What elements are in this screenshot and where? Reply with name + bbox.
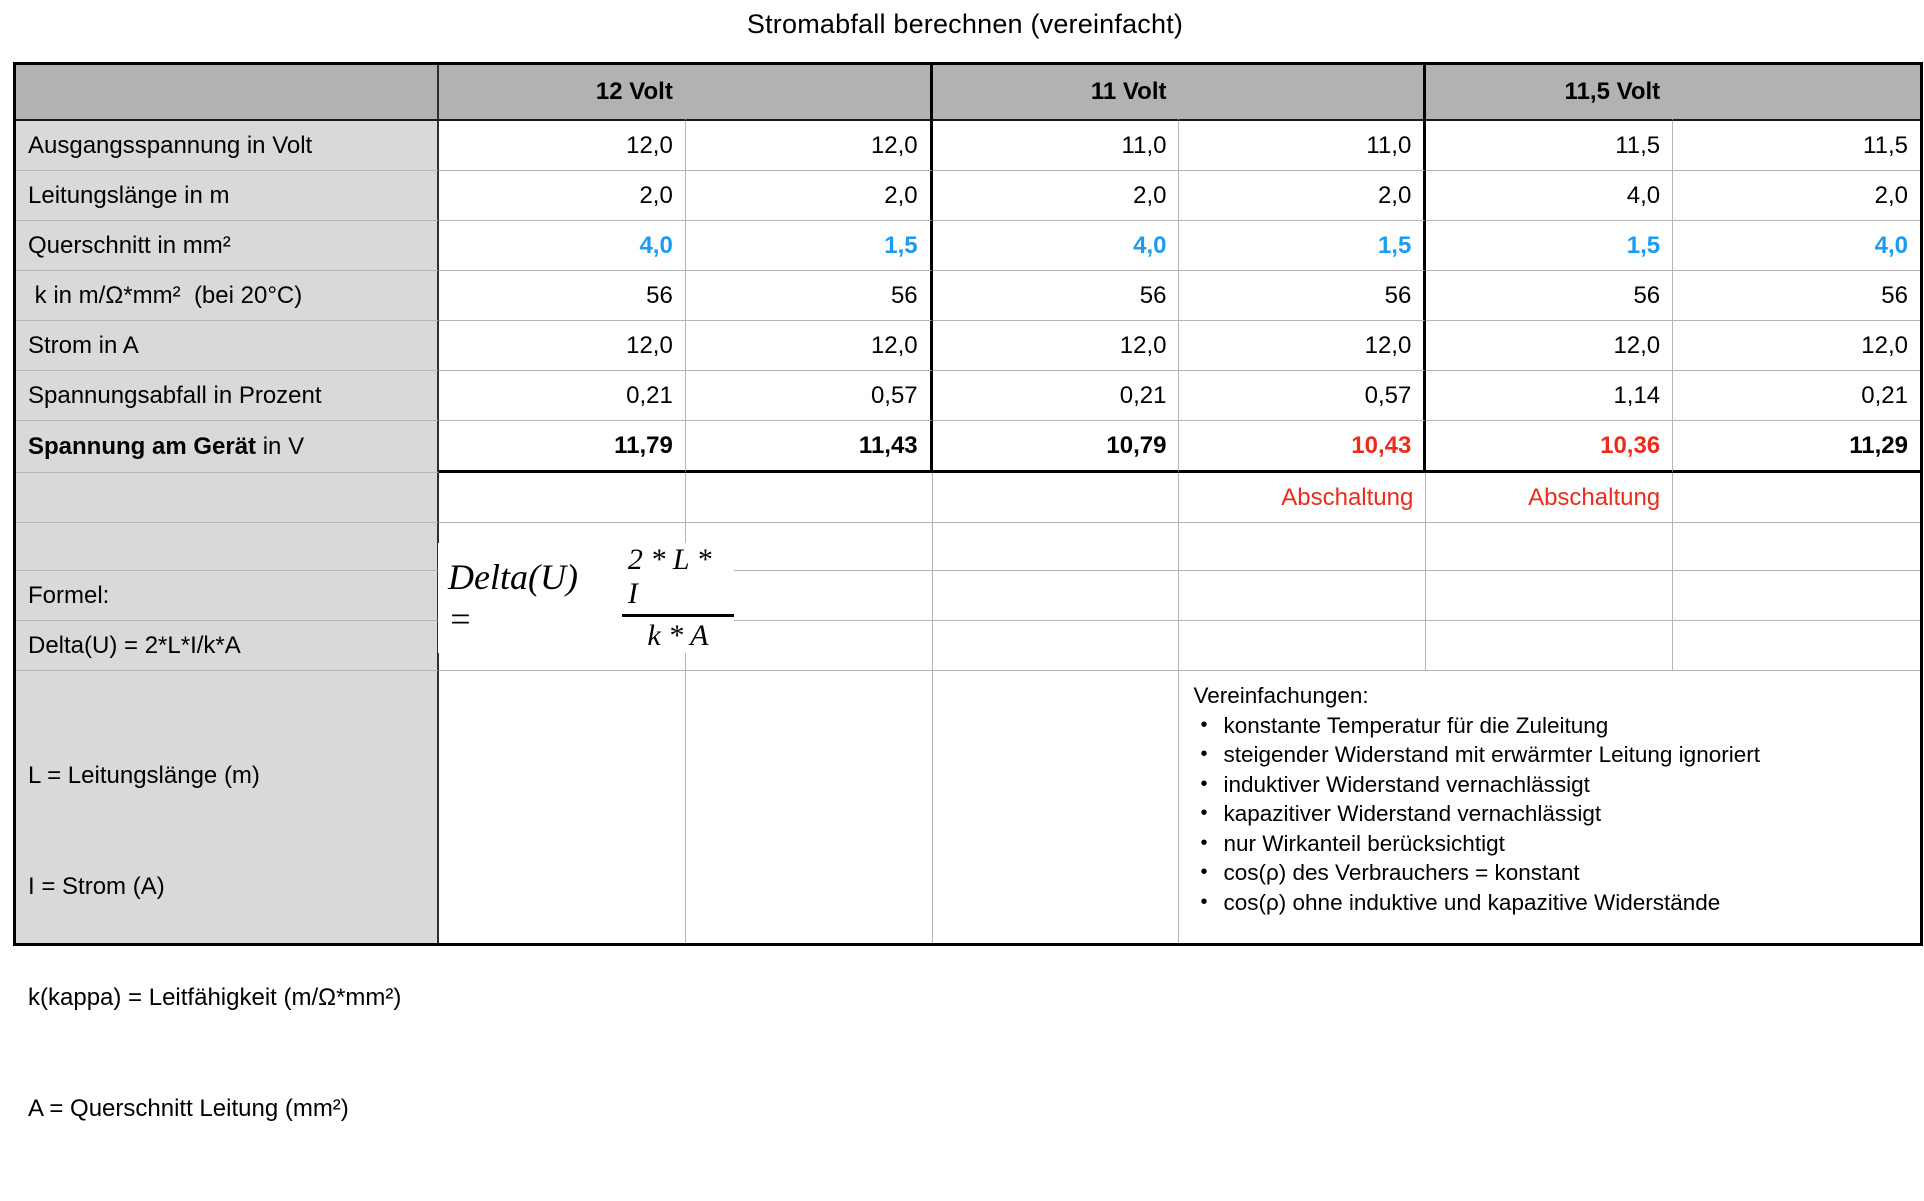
- empty-cell: [1179, 523, 1426, 571]
- value-cell: 0,57: [686, 371, 933, 421]
- row-label-kappa: k in m/Ω*mm² (bei 20°C): [16, 271, 439, 321]
- group-header-spacer: [686, 65, 933, 121]
- group-header-11-5v: 11,5 Volt: [1426, 65, 1673, 121]
- value-cell: 2,0: [1673, 171, 1920, 221]
- value-cell: 11,0: [1179, 121, 1426, 171]
- value-cell: 0,21: [1673, 371, 1920, 421]
- empty-cell: [1179, 621, 1426, 671]
- empty-cell: [1426, 523, 1673, 571]
- value-cell: 11,29: [1673, 421, 1920, 473]
- row-label-suffix: in V: [256, 432, 305, 460]
- value-cell-alert: 10,36: [1426, 421, 1673, 473]
- empty-cell: [933, 473, 1180, 523]
- value-cell: 12,0: [439, 121, 686, 171]
- row-label-leitungslaenge: Leitungslänge in m: [16, 171, 439, 221]
- value-cell: 1,5: [686, 221, 933, 271]
- empty-cell: [1179, 571, 1426, 621]
- value-cell: 56: [686, 271, 933, 321]
- legend-line: I = Strom (A): [28, 873, 165, 900]
- simplification-item: • cos(ρ) des Verbrauchers = konstant: [1193, 858, 1920, 888]
- page-title: Stromabfall berechnen (vereinfacht): [746, 9, 1184, 39]
- value-cell: 4,0: [933, 221, 1180, 271]
- value-cell: 12,0: [1179, 321, 1426, 371]
- value-cell: 12,0: [439, 321, 686, 371]
- empty-cell: [686, 671, 933, 943]
- empty-cell: [933, 523, 1180, 571]
- row-label-main: Spannung am Gerät: [28, 432, 257, 460]
- empty-cell: [1673, 523, 1920, 571]
- value-cell: 12,0: [686, 321, 933, 371]
- legend-line: k(kappa) = Leitfähigkeit (m/Ω*mm²): [28, 984, 402, 1011]
- value-cell: 4,0: [1673, 221, 1920, 271]
- simplification-item: • konstante Temperatur für die Zuleitung: [1193, 711, 1920, 741]
- value-cell: 12,0: [933, 321, 1180, 371]
- formula-lhs: Delta(U) =: [448, 557, 578, 639]
- formula-numerator: 2 * L * I: [627, 543, 712, 610]
- row-label-spannung-am-geraet: [16, 421, 439, 473]
- value-cell: 11,5: [1673, 121, 1920, 171]
- empty-cell: [1673, 473, 1920, 523]
- empty-cell: [439, 671, 686, 943]
- value-cell: 56: [1426, 271, 1673, 321]
- simplifications-block: [1179, 671, 1920, 943]
- empty-cell: [933, 671, 1180, 943]
- value-cell: 0,57: [1179, 371, 1426, 421]
- value-cell: 56: [439, 271, 686, 321]
- value-cell: 1,5: [1426, 221, 1673, 271]
- row-label-spannungsabfall: Spannungsabfall in Prozent: [16, 371, 439, 421]
- value-cell: 2,0: [439, 171, 686, 221]
- empty-cell: [686, 473, 933, 523]
- row-label-formel: Formel:: [16, 571, 439, 621]
- abschaltung-cell: Abschaltung: [1426, 473, 1673, 523]
- simplification-item: • nur Wirkanteil berücksichtigt: [1193, 829, 1920, 859]
- row-label-strom: Strom in A: [16, 321, 439, 371]
- calc-table: [13, 62, 1923, 1122]
- value-cell: 11,79: [439, 421, 686, 473]
- value-cell: 0,21: [439, 371, 686, 421]
- value-cell-alert: 10,43: [1179, 421, 1426, 473]
- value-cell: 10,79: [933, 421, 1180, 473]
- value-cell: 2,0: [1179, 171, 1426, 221]
- value-cell: 12,0: [686, 121, 933, 171]
- empty-cell: [1426, 571, 1673, 621]
- corner-cell: [16, 65, 439, 121]
- empty-cell: [1673, 571, 1920, 621]
- group-header-11v: 11 Volt: [933, 65, 1180, 121]
- simplification-item: • kapazitiver Widerstand vernachlässigt: [1193, 799, 1920, 829]
- simplification-item: • steigender Widerstand mit erwärmter Leitung ignoriert: [1193, 740, 1920, 770]
- formula-equation: [438, 543, 734, 653]
- empty-cell: [1673, 621, 1920, 671]
- formula-denominator: k * A: [647, 619, 709, 652]
- formula-fraction: [622, 543, 734, 653]
- group-header-spacer: [1673, 65, 1920, 121]
- value-cell: 56: [1179, 271, 1426, 321]
- abschaltung-cell: Abschaltung: [1179, 473, 1426, 523]
- group-header-spacer: [1179, 65, 1426, 121]
- value-cell: 1,14: [1426, 371, 1673, 421]
- value-cell: 11,0: [933, 121, 1180, 171]
- value-cell: 0,21: [933, 371, 1180, 421]
- row-label-querschnitt: Querschnitt in mm²: [16, 221, 439, 271]
- value-cell: 11,5: [1426, 121, 1673, 171]
- empty-cell: [933, 621, 1180, 671]
- value-cell: 56: [933, 271, 1180, 321]
- value-cell: 2,0: [933, 171, 1180, 221]
- group-header-12v: 12 Volt: [439, 65, 686, 121]
- empty-cell: [1426, 621, 1673, 671]
- empty-cell: [933, 571, 1180, 621]
- simplifications-heading: Vereinfachungen:: [1193, 683, 1369, 708]
- empty-label-cell: [16, 473, 439, 523]
- legend-line: L = Leitungslänge (m): [28, 762, 260, 789]
- value-cell: 12,0: [1673, 321, 1920, 371]
- value-cell: 1,5: [1179, 221, 1426, 271]
- simplification-item: • cos(ρ) ohne induktive und kapazitive Widerstände: [1193, 888, 1920, 918]
- value-cell: 4,0: [1426, 171, 1673, 221]
- value-cell: 4,0: [439, 221, 686, 271]
- value-cell: 56: [1673, 271, 1920, 321]
- empty-cell: [439, 473, 686, 523]
- value-cell: 12,0: [1426, 321, 1673, 371]
- empty-label-cell: [16, 523, 439, 571]
- row-label-delta-formula: Delta(U) = 2*L*I/k*A: [16, 621, 439, 671]
- simplification-item: • induktiver Widerstand vernachlässigt: [1193, 770, 1920, 800]
- value-cell: 2,0: [686, 171, 933, 221]
- value-cell: 11,43: [686, 421, 933, 473]
- legend-block: [16, 671, 439, 1122]
- legend-line: A = Querschnitt Leitung (mm²): [28, 1095, 349, 1122]
- row-label-ausgangsspannung: Ausgangsspannung in Volt: [16, 121, 439, 171]
